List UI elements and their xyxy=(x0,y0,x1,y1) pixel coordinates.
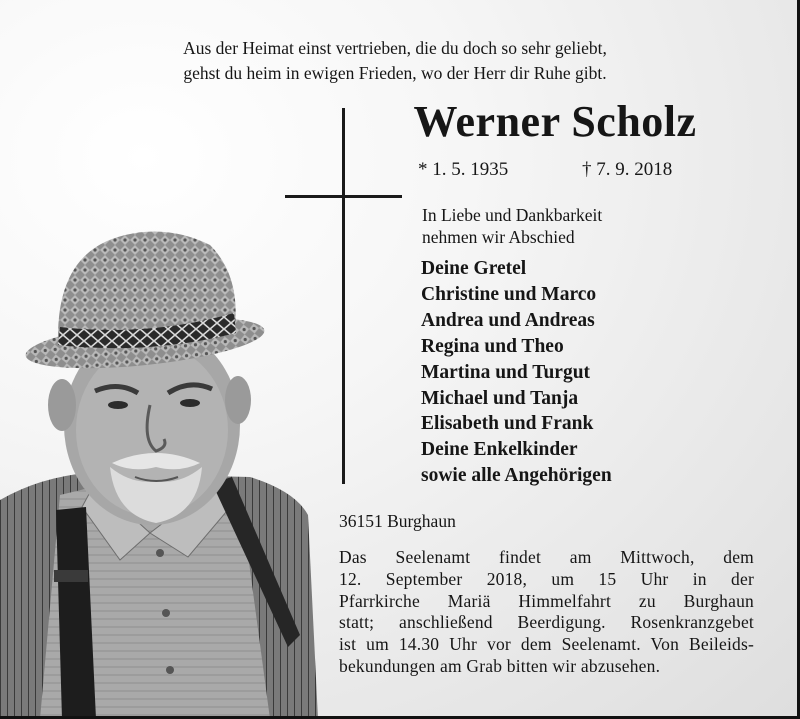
mourner-item: Michael und Tanja xyxy=(421,387,579,409)
intro-line: nehmen wir Abschied xyxy=(422,227,575,247)
birth-date: * 1. 5. 1935 xyxy=(418,159,509,180)
notice-line: Das Seelenamt findet am Mittwoch, dem xyxy=(339,547,754,567)
mourner-item: Andrea und Andreas xyxy=(421,309,595,331)
mourner-item: Christine und Marco xyxy=(421,283,597,305)
deceased-name: Werner Scholz xyxy=(413,97,697,146)
portrait-photo xyxy=(0,215,320,719)
notice-line: ist um 14.30 Uhr vor dem Seelenamt. Von Beileids- xyxy=(339,634,754,655)
verse-line: Aus der Heimat einst vertrieben, die du doch so sehr geliebt, xyxy=(183,38,607,58)
notice-line: bekundungen am Grab bitten wir abzusehen. xyxy=(339,655,661,676)
service-notice xyxy=(339,547,754,678)
notice-line: Pfarrkirche Mariä Himmelfahrt zu Burghaun xyxy=(339,590,754,611)
mourner-item: Deine Enkelkinder xyxy=(421,439,578,461)
cross-icon-bar xyxy=(285,195,402,198)
memorial-verse xyxy=(130,36,660,86)
notice-line: 12. September 2018, um 15 Uhr in der xyxy=(339,568,754,589)
notice-line: statt; anschließend Beerdigung. Rosenkranzgebet xyxy=(339,612,754,633)
mourner-item: sowie alle Angehörigen xyxy=(421,465,612,487)
mourner-item: Regina und Theo xyxy=(421,335,564,357)
farewell-intro xyxy=(422,204,682,248)
mourner-item: Elisabeth und Frank xyxy=(421,413,594,435)
mourner-item: Martina und Turgut xyxy=(421,361,591,383)
intro-line: In Liebe und Dankbarkeit xyxy=(422,205,603,225)
verse-line: gehst du heim in ewigen Frieden, wo der Herr dir Ruhe gibt. xyxy=(183,63,607,83)
mourners-list xyxy=(421,256,612,489)
place-line: 36151 Burghaun xyxy=(339,511,456,531)
cross-icon xyxy=(342,108,345,484)
mourner-item: Deine Gretel xyxy=(421,258,527,279)
death-date: † 7. 9. 2018 xyxy=(582,159,673,180)
